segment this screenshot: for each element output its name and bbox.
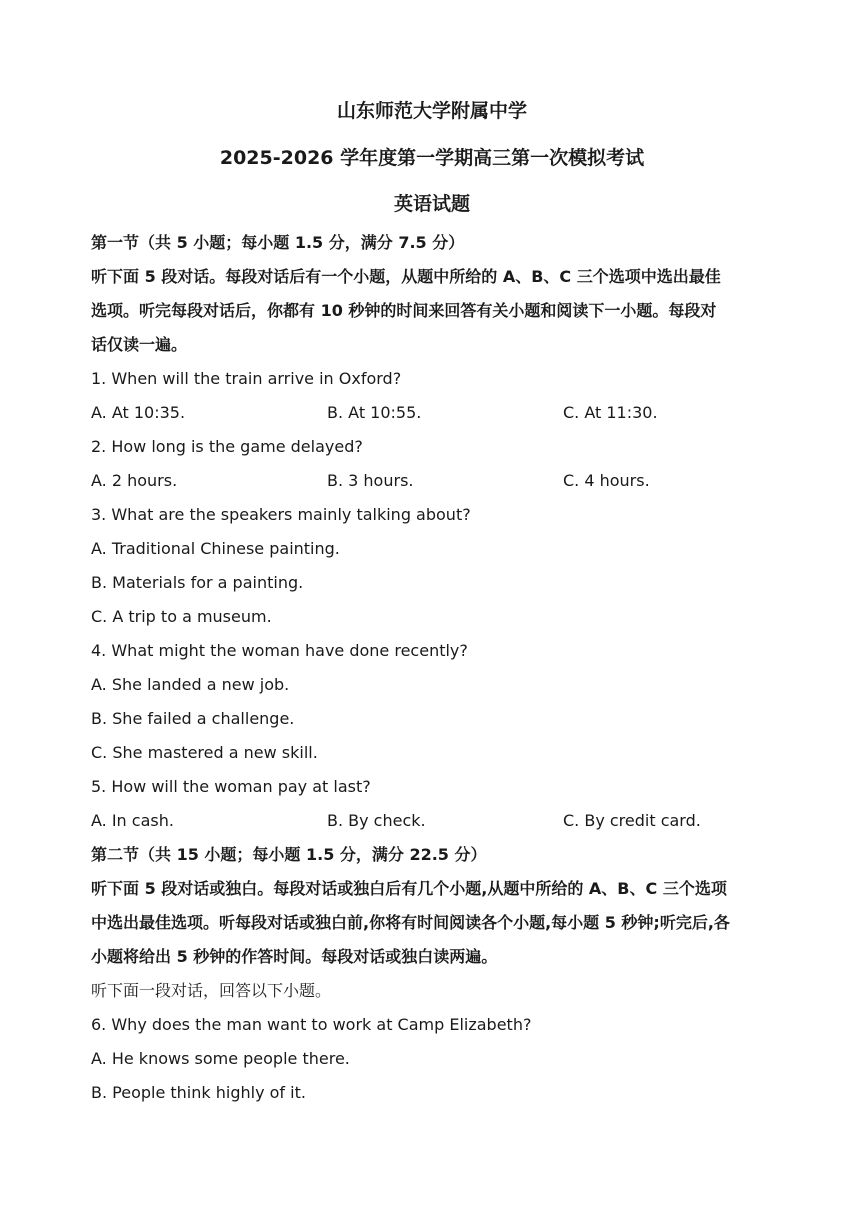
section2-heading: 第二节（共 15 小题；每小题 1.5 分，满分 22.5 分） bbox=[91, 845, 487, 864]
option-2c: C. 4 hours. bbox=[563, 471, 650, 490]
option-1a: A. At 10:35. bbox=[91, 403, 186, 422]
option-5a: A. In cash. bbox=[91, 811, 174, 830]
subject-title: 英语试题 bbox=[393, 193, 470, 215]
option-1c: C. At 11:30. bbox=[563, 403, 658, 422]
option-6a: A. He knows some people there. bbox=[91, 1049, 350, 1068]
option-4a: A. She landed a new job. bbox=[91, 675, 290, 694]
question-5: 5. How will the woman pay at last? bbox=[91, 777, 371, 796]
option-2a: A. 2 hours. bbox=[91, 471, 178, 490]
section1-instruction-line: 听下面 5 段对话。每段对话后有一个小题，从题中所给的 A、B、C 三个选项中选出最佳 bbox=[91, 267, 721, 286]
section1-heading: 第一节（共 5 小题；每小题 1.5 分，满分 7.5 分） bbox=[91, 233, 465, 252]
option-1b: B. At 10:55. bbox=[327, 403, 422, 422]
question-4: 4. What might the woman have done recently? bbox=[91, 641, 468, 660]
option-4c: C. She mastered a new skill. bbox=[91, 743, 318, 762]
option-3a: A. Traditional Chinese painting. bbox=[91, 539, 340, 558]
option-5c: C. By credit card. bbox=[563, 811, 701, 830]
school-name: 山东师范大学附属中学 bbox=[336, 100, 527, 122]
section2-intro: 听下面一段对话，回答以下小题。 bbox=[91, 981, 332, 1000]
question-3: 3. What are the speakers mainly talking about? bbox=[91, 505, 471, 524]
option-3c: C. A trip to a museum. bbox=[91, 607, 272, 626]
option-3b: B. Materials for a painting. bbox=[91, 573, 304, 592]
question-6: 6. Why does the man want to work at Camp Elizabeth? bbox=[91, 1015, 532, 1034]
option-4b: B. She failed a challenge. bbox=[91, 709, 295, 728]
section2-instruction-line: 小题将给出 5 秒钟的作答时间。每段对话或独白读两遍。 bbox=[91, 947, 498, 966]
exam-title: 2025-2026 学年度第一学期高三第一次模拟考试 bbox=[219, 147, 645, 169]
question-2: 2. How long is the game delayed? bbox=[91, 437, 363, 456]
question-1: 1. When will the train arrive in Oxford? bbox=[91, 369, 402, 388]
section1-instruction-line: 选项。听完每段对话后，你都有 10 秒钟的时间来回答有关小题和阅读下一小题。每段对 bbox=[91, 301, 717, 320]
section2-instruction-line: 中选出最佳选项。听每段对话或独白前,你将有时间阅读各个小题,每小题 5 秒钟;听完后,各 bbox=[91, 913, 730, 932]
section2-instruction-line: 听下面 5 段对话或独白。每段对话或独白后有几个小题,从题中所给的 A、B、C 三个选项 bbox=[91, 879, 727, 898]
option-2b: B. 3 hours. bbox=[327, 471, 414, 490]
section1-instruction-line: 话仅读一遍。 bbox=[91, 335, 188, 354]
option-6b: B. People think highly of it. bbox=[91, 1083, 306, 1102]
option-5b: B. By check. bbox=[327, 811, 426, 830]
